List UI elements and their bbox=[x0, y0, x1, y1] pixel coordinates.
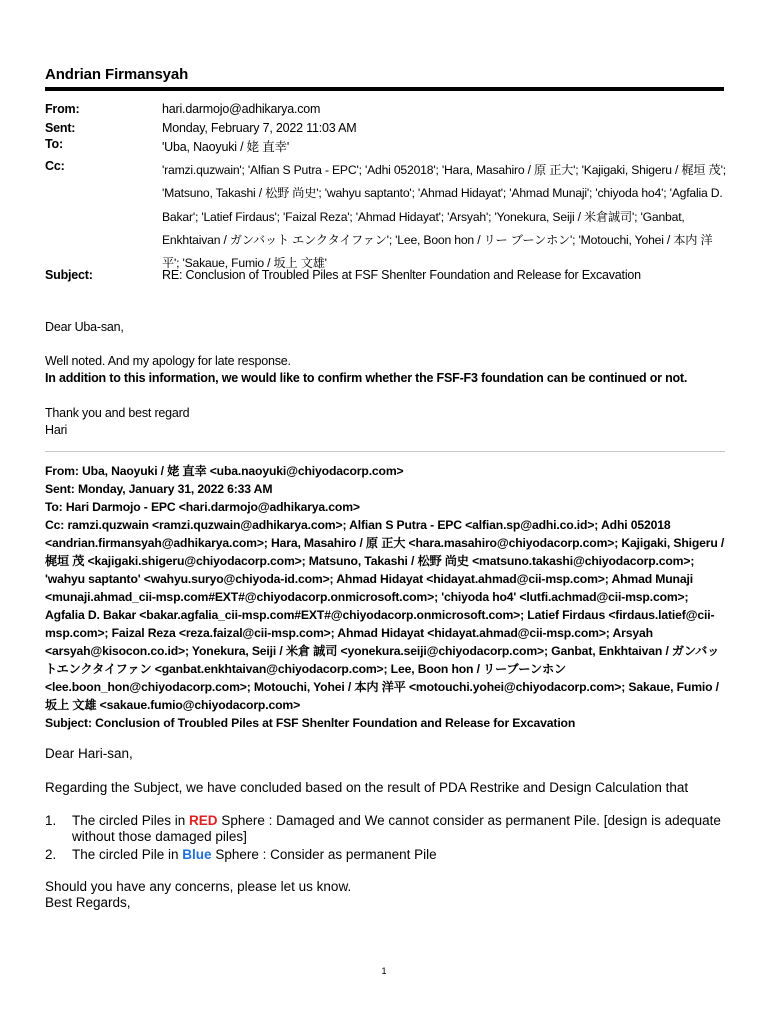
reply-body bbox=[45, 353, 725, 387]
to-value: 'Uba, Naoyuki / 姥 直幸' bbox=[162, 140, 290, 154]
fwd-subject-line bbox=[45, 714, 725, 732]
original-closing bbox=[45, 879, 735, 911]
fwd-subject-value: Conclusion of Troubled Piles at FSF Shenlter Foundation and Release for Excavation bbox=[91, 716, 576, 730]
reply-closing: Thank you and best regard bbox=[45, 406, 190, 420]
to-label: To: bbox=[45, 137, 63, 151]
header-rule bbox=[45, 87, 724, 91]
cc-value: 'ramzi.quzwain'; 'Alfian S Putra - EPC'; 'Adhi 052018'; 'Hara, Masahiro / 原 正大'; 'Kajigaki, Shigeru / 梶垣 茂'; 'Matsuno, Takashi / 松野 尚史'; 'wahyu saptanto'; 'Ahmad Hidayat'; 'Ahmad Munaji'; 'chiyoda ho4'; 'Agfalia D. Bakar'; 'Latief Firdaus'; 'Faizal Reza'; 'Ahmad Hidayat'; 'Arsyah'; 'Yonekura, Seiji / 米倉誠司'; 'Ganbat, Enkhtaivan / ガンバット エンクタイファン'; 'Lee, Boon hon / リー ブーンホン'; 'Motouchi, Yohei / 本内 洋平'; 'Sakaue, Fumio / 坂上 文雄' bbox=[162, 163, 726, 271]
fwd-from-label: From: bbox=[45, 464, 79, 478]
fwd-from-value: Uba, Naoyuki / 姥 直幸 <uba.naoyuki@chiyodacorp.com> bbox=[78, 464, 404, 478]
fwd-sent-line bbox=[45, 480, 725, 498]
page-number: 1 bbox=[381, 966, 387, 976]
original-closing-line-1: Should you have any concerns, please let us know. bbox=[45, 879, 352, 894]
fwd-from-line bbox=[45, 462, 725, 480]
list-item bbox=[45, 847, 735, 863]
original-closing-line-2: Best Regards, bbox=[45, 895, 131, 910]
fwd-cc-line bbox=[45, 516, 725, 714]
blue-highlight-label: Blue bbox=[182, 847, 212, 862]
list-item-text-before: The circled Piles in bbox=[72, 813, 190, 828]
printed-by-name: Andrian Firmansyah bbox=[45, 66, 189, 83]
original-intro: Regarding the Subject, we have concluded based on the result of PDA Restrike and Design Calculation that bbox=[45, 780, 689, 795]
list-item bbox=[45, 813, 735, 845]
original-greeting: Dear Hari-san, bbox=[45, 746, 133, 761]
fwd-to-label: To: bbox=[45, 500, 63, 514]
fwd-subject-label: Subject: bbox=[45, 716, 92, 730]
from-value: hari.darmojo@adhikarya.com bbox=[162, 102, 321, 116]
sent-value: Monday, February 7, 2022 11:03 AM bbox=[162, 121, 357, 135]
forwarded-header bbox=[45, 462, 725, 732]
fwd-sent-value: Monday, January 31, 2022 6:33 AM bbox=[74, 482, 273, 496]
fwd-to-value: Hari Darmojo - EPC <hari.darmojo@adhikarya.com> bbox=[62, 500, 360, 514]
pile-conclusion-list bbox=[45, 813, 735, 865]
reply-signature: Hari bbox=[45, 423, 68, 437]
reply-greeting: Dear Uba-san, bbox=[45, 320, 124, 334]
subject-label: Subject: bbox=[45, 268, 93, 282]
fwd-sent-label: Sent: bbox=[45, 482, 75, 496]
list-item-number: 1. bbox=[45, 813, 57, 828]
fwd-cc-value: ramzi.quzwain <ramzi.quzwain@adhikarya.com>; Alfian S Putra - EPC <alfian.sp@adhi.co.id>; Adhi 052018 <andrian.firmansyah@adhikarya.com>; Hara, Masahiro / 原 正大 <hara.masahiro@chiyodacorp.com>; Kajigaki, Shigeru / 梶垣 茂 <kajigaki.shigeru@chiyodacorp.com>; Matsuno, Takashi / 松野 尚史 <matsuno.takashi@chiyodacorp.com>; 'wahyu saptanto' <wahyu.suryo@chiyoda-id.com>; Ahmad Hidayat <hidayat.ahmad@cii-msp.com>; Ahmad Munaji <munaji.ahmad_cii-msp.com#EXT#@chiyodacorp.onmicrosoft.com>; 'chiyoda ho4' <lutfi.achmad@cii-msp.com>; Agfalia D. Bakar <bakar.agfalia_cii-msp.com#EXT#@chiyodacorp.onmicrosoft.com>; Latief Firdaus <firdaus.latief@cii-msp.com>; Faizal Reza <reza.faizal@cii-msp.com>; Ahmad Hidayat <hidayat.ahmad@cii-msp.com>; Arsyah <arsyah@kisocon.co.id>; Yonekura, Seiji / 米倉 誠司 <yonekura.seiji@chiyodacorp.com>; Ganbat, Enkhtaivan / ガンバットエンクタイファン <ganbat.enkhtaivan@chiyodacorp.com>; Lee, Boon hon / リーブーンホン <lee.boon_hon@chiyodacorp.com>; Motouchi, Yohei / 本内 洋平 <motouchi.yohei@chiyodacorp.com>; Sakaue, Fumio / 坂上 文雄 <sakaue.fumio@chiyodacorp.com> bbox=[45, 518, 725, 712]
subject-value: RE: Conclusion of Troubled Piles at FSF Shenlter Foundation and Release for Excavation bbox=[162, 268, 641, 282]
list-item-text-before: The circled Pile in bbox=[72, 847, 183, 862]
cc-label: Cc: bbox=[45, 159, 65, 173]
sent-label: Sent: bbox=[45, 121, 76, 135]
reply-line-1: Well noted. And my apology for late response. bbox=[45, 354, 291, 368]
fwd-cc-label: Cc: bbox=[45, 518, 65, 532]
list-item-text-after: Sphere : Consider as permanent Pile bbox=[211, 847, 437, 862]
red-highlight-label: RED bbox=[189, 813, 218, 828]
list-item-text-after: Sphere : Damaged and We cannot consider as permanent Pile. [design is adequate without those damaged piles] bbox=[72, 813, 721, 844]
forward-separator bbox=[45, 451, 725, 452]
list-item-number: 2. bbox=[45, 847, 57, 862]
from-label: From: bbox=[45, 102, 80, 116]
fwd-to-line bbox=[45, 498, 725, 516]
reply-line-2: In addition to this information, we would like to confirm whether the FSF-F3 foundation can be continued or not. bbox=[45, 371, 688, 385]
reply-closing-block bbox=[45, 405, 725, 439]
